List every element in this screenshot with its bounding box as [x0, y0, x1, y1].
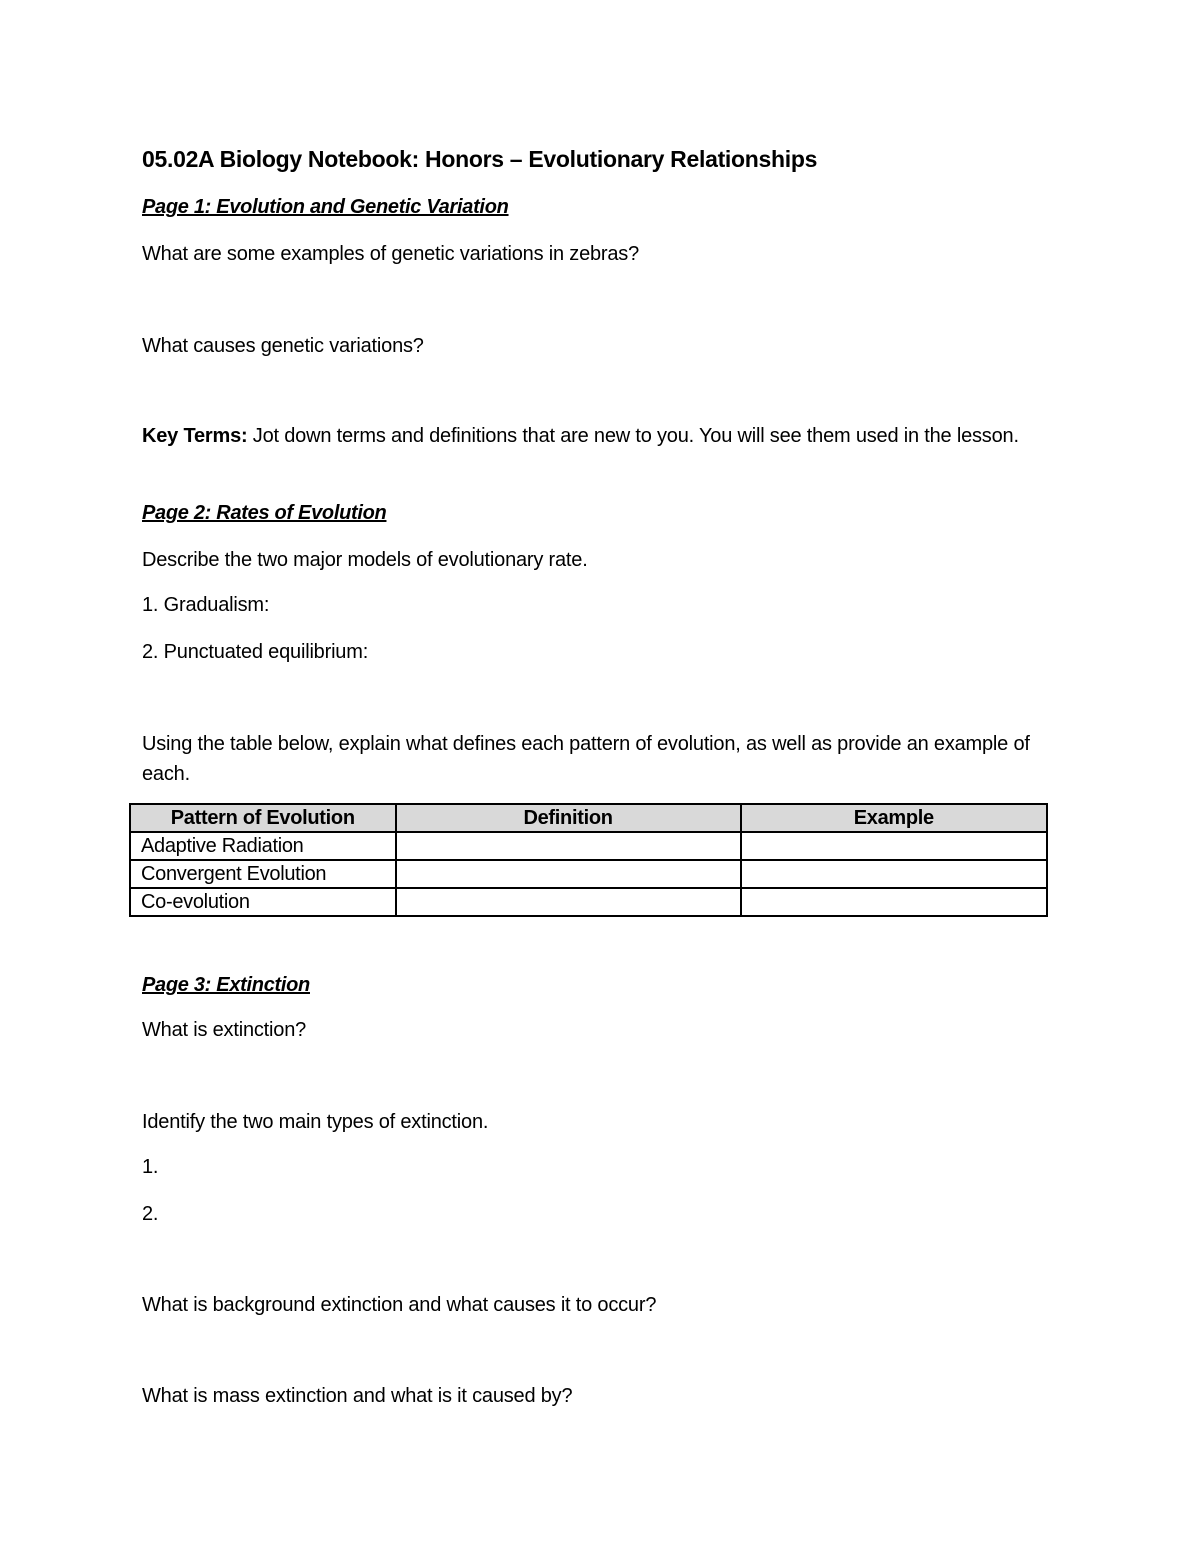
- page2-heading: Page 2: Rates of Evolution: [142, 502, 387, 524]
- key-terms-paragraph: [142, 421, 1042, 451]
- table-row: [130, 888, 1047, 916]
- page3-item-2: 2.: [142, 1203, 159, 1225]
- page2-item-gradualism: 1. Gradualism:: [142, 594, 270, 616]
- table-header-row: [130, 804, 1047, 832]
- page2-table-intro: Using the table below, explain what defines each pattern of evolution, as well as provide an example of each.: [142, 733, 1030, 785]
- table-cell-definition[interactable]: [396, 832, 741, 860]
- page3-question-types: Identify the two main types of extinction.: [142, 1111, 489, 1133]
- table-header-pattern: Pattern of Evolution: [130, 804, 396, 832]
- page2-item-punctuated: 2. Punctuated equilibrium:: [142, 641, 369, 663]
- page3-heading: Page 3: Extinction: [142, 974, 310, 996]
- table-header-example: Example: [741, 804, 1047, 832]
- table-cell-pattern: Co-evolution: [130, 888, 396, 916]
- page1-question-causes: What causes genetic variations?: [142, 335, 424, 357]
- table-cell-definition[interactable]: [396, 860, 741, 888]
- page2-question-models: Describe the two major models of evolutionary rate.: [142, 549, 588, 571]
- page1-heading: Page 1: Evolution and Genetic Variation: [142, 196, 509, 218]
- page3-question-extinction: What is extinction?: [142, 1019, 307, 1041]
- page3-question-background: What is background extinction and what causes it to occur?: [142, 1294, 657, 1316]
- table-header-definition: Definition: [396, 804, 741, 832]
- table-cell-pattern: Adaptive Radiation: [130, 832, 396, 860]
- table-cell-example[interactable]: [741, 860, 1047, 888]
- table-row: [130, 860, 1047, 888]
- table-cell-example[interactable]: [741, 888, 1047, 916]
- key-terms-text: Jot down terms and definitions that are new to you. You will see them used in the lesson.: [247, 425, 1019, 447]
- table-cell-definition[interactable]: [396, 888, 741, 916]
- table-row: [130, 832, 1047, 860]
- patterns-of-evolution-table: [129, 803, 1048, 917]
- key-terms-label: Key Terms:: [142, 425, 248, 447]
- table-cell-pattern: Convergent Evolution: [130, 860, 396, 888]
- page1-question-zebra-variations: What are some examples of genetic variations in zebras?: [142, 243, 640, 265]
- table-cell-example[interactable]: [741, 832, 1047, 860]
- page3-question-mass: What is mass extinction and what is it caused by?: [142, 1385, 573, 1407]
- document-title: 05.02A Biology Notebook: Honors – Evolutionary Relationships: [142, 146, 818, 172]
- page3-item-1: 1.: [142, 1156, 159, 1178]
